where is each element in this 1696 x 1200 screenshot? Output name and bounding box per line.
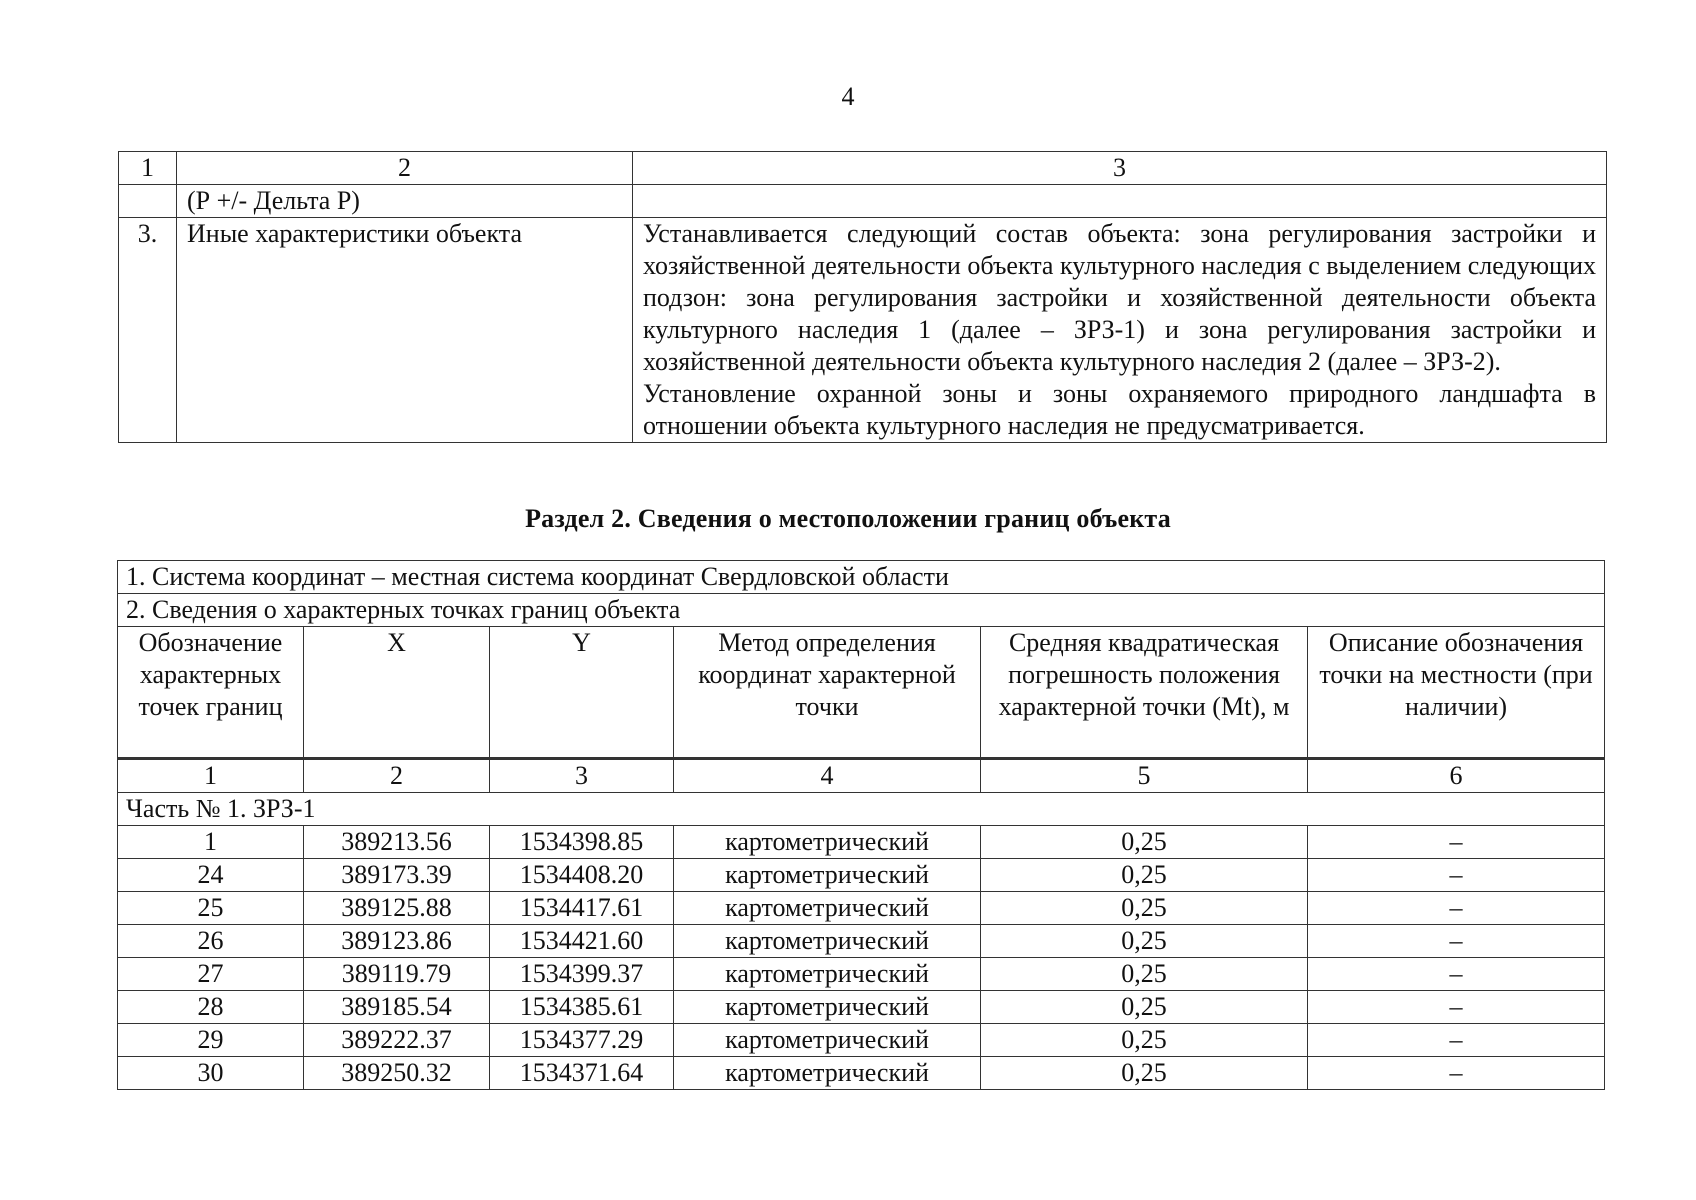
point-cell: 26 [118,925,304,958]
column-number-cell: 5 [981,759,1308,793]
x-cell: 389250.32 [304,1057,490,1090]
y-cell: 1534398.85 [490,826,674,859]
column-header: Y [490,627,674,759]
method-cell: картометрический [674,958,981,991]
error-cell: 0,25 [981,1057,1308,1090]
row-number-cell [119,185,177,218]
error-cell: 0,25 [981,958,1308,991]
table-row [119,185,1607,218]
table-row [118,925,1605,958]
part-label-cell: Часть № 1. ЗРЗ-1 [118,793,1605,826]
error-cell: 0,25 [981,925,1308,958]
column-number-cell: 6 [1308,759,1605,793]
x-cell: 389173.39 [304,859,490,892]
method-cell: картометрический [674,859,981,892]
point-cell: 30 [118,1057,304,1090]
method-cell: картометрический [674,826,981,859]
description-cell: – [1308,991,1605,1024]
error-cell: 0,25 [981,991,1308,1024]
section-title: Раздел 2. Сведения о местоположении границ объекта [525,504,1171,533]
page-number: 4 [841,82,855,111]
method-cell: картометрический [674,1024,981,1057]
y-cell: 1534421.60 [490,925,674,958]
description-cell: – [1308,1024,1605,1057]
coordinates-table [117,560,1605,1090]
point-cell: 27 [118,958,304,991]
column-header: Средняя квадратическая погрешность положения характерной точки (Mt), м [981,627,1308,759]
x-cell: 389125.88 [304,892,490,925]
x-cell: 389123.86 [304,925,490,958]
table-header-row [119,152,1607,185]
y-cell: 1534417.61 [490,892,674,925]
column-number-row [118,759,1605,793]
description-cell: – [1308,826,1605,859]
points-info-row [118,594,1605,627]
coordinate-system-row [118,561,1605,594]
y-cell: 1534408.20 [490,859,674,892]
column-number-cell: 4 [674,759,981,793]
column-header: X [304,627,490,759]
x-cell: 389213.56 [304,826,490,859]
description-cell: – [1308,925,1605,958]
table-row [118,892,1605,925]
y-cell: 1534399.37 [490,958,674,991]
row-value-cell [633,185,1607,218]
x-cell: 389119.79 [304,958,490,991]
table-row [118,991,1605,1024]
method-cell: картометрический [674,892,981,925]
method-cell: картометрический [674,1057,981,1090]
column-number-cell: 1 [118,759,304,793]
x-cell: 389185.54 [304,991,490,1024]
error-cell: 0,25 [981,1024,1308,1057]
x-cell: 389222.37 [304,1024,490,1057]
error-cell: 0,25 [981,826,1308,859]
y-cell: 1534377.29 [490,1024,674,1057]
value-paragraph: Установление охранной зоны и зоны охраняемого природного ландшафта в отношении объекта культурного наследия не предусматривается. [643,379,1596,440]
method-cell: картометрический [674,991,981,1024]
point-cell: 25 [118,892,304,925]
part-label-row [118,793,1605,826]
error-cell: 0,25 [981,859,1308,892]
point-cell: 29 [118,1024,304,1057]
point-cell: 24 [118,859,304,892]
point-cell: 28 [118,991,304,1024]
row-value-cell [633,218,1607,443]
characteristics-table [118,151,1607,443]
value-paragraph: Устанавливается следующий состав объекта: зона регулирования застройки и хозяйственной деятельности объекта культурного наследия с выделением следующих подзон: зона регулирования застройки и хозяйственной деятельности объекта культурного наследия 1 (далее – ЗРЗ-1) и зона регулирования застройки и хозяйственной деятельности объекта культурного наследия 2 (далее – ЗРЗ-2). [643,219,1596,376]
row-number-cell: 3. [119,218,177,443]
description-cell: – [1308,859,1605,892]
point-cell: 1 [118,826,304,859]
method-cell: картометрический [674,925,981,958]
y-cell: 1534371.64 [490,1057,674,1090]
column-number-cell: 1 [119,152,177,185]
column-header: Обозначение характерных точек границ [118,627,304,759]
description-cell: – [1308,1057,1605,1090]
row-name-cell: Иные характеристики объекта [177,218,633,443]
column-number-cell: 2 [304,759,490,793]
column-header: Метод определения координат характерной точки [674,627,981,759]
table-row [118,826,1605,859]
column-header-row [118,627,1605,759]
description-cell: – [1308,892,1605,925]
column-header: Описание обозначения точки на местности (при наличии) [1308,627,1605,759]
column-number-cell: 3 [633,152,1607,185]
description-cell: – [1308,958,1605,991]
table-row [118,1057,1605,1090]
column-number-cell: 2 [177,152,633,185]
error-cell: 0,25 [981,892,1308,925]
y-cell: 1534385.61 [490,991,674,1024]
table-row [118,1024,1605,1057]
table-row [118,958,1605,991]
table-row [119,218,1607,443]
table-row [118,859,1605,892]
column-number-cell: 3 [490,759,674,793]
coordinate-system-cell: 1. Система координат – местная система координат Свердловской области [118,561,1605,594]
row-name-cell: (Р +/- Дельта Р) [177,185,633,218]
points-info-cell: 2. Сведения о характерных точках границ объекта [118,594,1605,627]
